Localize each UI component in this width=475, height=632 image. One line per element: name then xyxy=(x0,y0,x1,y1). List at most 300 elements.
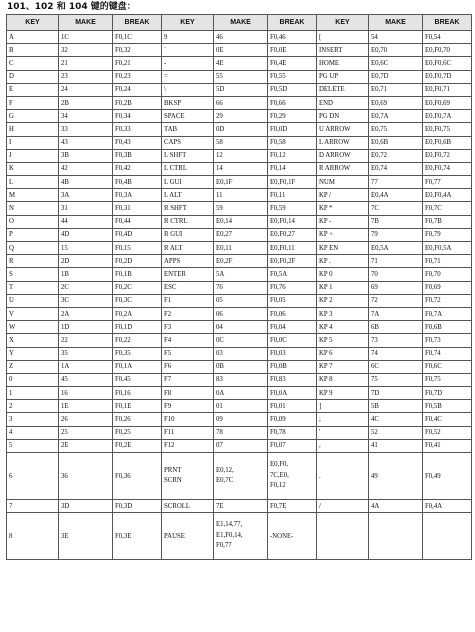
cell-make-3: 7D xyxy=(369,387,423,400)
cell-key-2: PAUSE xyxy=(162,513,214,560)
cell-make-2: 04 xyxy=(214,321,268,334)
cell-key-1: Z xyxy=(7,360,59,373)
cell-make-1: 25 xyxy=(59,426,113,439)
cell-break-2: F0,83 xyxy=(268,373,317,386)
cell-break-3: E0,F0,7A xyxy=(423,110,472,123)
cell-make-1: 2B xyxy=(59,96,113,109)
cell-make-2: 11 xyxy=(214,189,268,202)
cell-line: E0,12, xyxy=(216,466,234,474)
cell-break-2: F0,5D xyxy=(268,83,317,96)
cell-make-3: E0,74 xyxy=(369,162,423,175)
cell-break-2: F0,04 xyxy=(268,321,317,334)
cell-make-2: 7E xyxy=(214,500,268,513)
cell-make-2: 12 xyxy=(214,149,268,162)
table-row xyxy=(7,44,472,57)
cell-make-1: 3B xyxy=(59,149,113,162)
cell-break-3: F0,7A xyxy=(423,307,472,320)
cell-make-3: 4C xyxy=(369,413,423,426)
cell-make-1: 2D xyxy=(59,255,113,268)
cell-key-2: BKSP xyxy=(162,96,214,109)
cell-break-1: F0,4D xyxy=(113,228,162,241)
cell-key-1: O xyxy=(7,215,59,228)
cell-make-2: 83 xyxy=(214,373,268,386)
cell-break-1: F0,45 xyxy=(113,373,162,386)
cell-key-1: 5 xyxy=(7,439,59,452)
cell-make-1: 1D xyxy=(59,321,113,334)
cell-key-1: D xyxy=(7,70,59,83)
table-row xyxy=(7,307,472,320)
cell-make-2: 5D xyxy=(214,83,268,96)
cell-break-1: F0,43 xyxy=(113,136,162,149)
cell-key-3: KP / xyxy=(317,189,369,202)
cell-key-2: TAB xyxy=(162,123,214,136)
cell-key-3: END xyxy=(317,96,369,109)
cell-make-1: 2C xyxy=(59,281,113,294)
cell-break-3 xyxy=(423,513,472,560)
cell-make-1: 1C xyxy=(59,31,113,44)
cell-break-2: E0,F0,2F xyxy=(268,255,317,268)
cell-make-1: 26 xyxy=(59,413,113,426)
table-row xyxy=(7,360,472,373)
cell-make-3: 54 xyxy=(369,31,423,44)
cell-break-2: F0,55 xyxy=(268,70,317,83)
cell-key-2: F3 xyxy=(162,321,214,334)
cell-break-3: F0,6B xyxy=(423,321,472,334)
cell-key-1: P xyxy=(7,228,59,241)
cell-break-3: F0,79 xyxy=(423,228,472,241)
cell-key-1: E xyxy=(7,83,59,96)
cell-make-1: 2E xyxy=(59,439,113,452)
cell-break-1: F0,25 xyxy=(113,426,162,439)
cell-make-1: 3E xyxy=(59,513,113,560)
cell-key-1: B xyxy=(7,44,59,57)
cell-key-2 xyxy=(162,453,214,500)
cell-break-3: E0,F0,72 xyxy=(423,149,472,162)
cell-key-3: KP 8 xyxy=(317,373,369,386)
cell-make-2: 78 xyxy=(214,426,268,439)
cell-key-3: . xyxy=(317,453,369,500)
cell-make-3: 41 xyxy=(369,439,423,452)
cell-key-2: F6 xyxy=(162,360,214,373)
cell-break-2: F0,0D xyxy=(268,123,317,136)
cell-make-3: 6C xyxy=(369,360,423,373)
cell-break-3: E0,F0,5A xyxy=(423,242,472,255)
cell-make-3: 77 xyxy=(369,176,423,189)
cell-make-3: 6B xyxy=(369,321,423,334)
cell-break-2: F0,29 xyxy=(268,110,317,123)
cell-make-2: 0E xyxy=(214,44,268,57)
cell-break-3: E0,F0,75 xyxy=(423,123,472,136)
cell-break-3: F0,54 xyxy=(423,31,472,44)
cell-key-1: T xyxy=(7,281,59,294)
cell-key-1: N xyxy=(7,202,59,215)
cell-key-2: R GUI xyxy=(162,228,214,241)
table-row xyxy=(7,439,472,452)
table-row xyxy=(7,110,472,123)
cell-break-3: E0,F0,74 xyxy=(423,162,472,175)
cell-key-2: L GUI xyxy=(162,176,214,189)
cell-key-3: ; xyxy=(317,413,369,426)
cell-make-1: 4D xyxy=(59,228,113,241)
cell-key-2: F12 xyxy=(162,439,214,452)
cell-break-2: F0,59 xyxy=(268,202,317,215)
cell-break-2: F0,0E xyxy=(268,44,317,57)
cell-make-3: E0,4A xyxy=(369,189,423,202)
cell-key-3: KP 5 xyxy=(317,334,369,347)
header-row xyxy=(7,15,472,31)
cell-make-3: 4A xyxy=(369,500,423,513)
cell-break-3: F0,5B xyxy=(423,400,472,413)
cell-break-3: E0,F0,69 xyxy=(423,96,472,109)
cell-make-1: 21 xyxy=(59,57,113,70)
cell-break-3: F0,41 xyxy=(423,439,472,452)
cell-key-3: R ARROW xyxy=(317,162,369,175)
cell-make-2: 07 xyxy=(214,439,268,452)
cell-make-1: 45 xyxy=(59,373,113,386)
cell-break-2: -NONE- xyxy=(268,513,317,560)
table-row xyxy=(7,347,472,360)
table-row xyxy=(7,500,472,513)
table-row xyxy=(7,123,472,136)
cell-key-3: U ARROW xyxy=(317,123,369,136)
cell-make-3: E0,75 xyxy=(369,123,423,136)
cell-key-2: = xyxy=(162,70,214,83)
cell-break-2: F0,76 xyxy=(268,281,317,294)
cell-make-3: 70 xyxy=(369,268,423,281)
cell-break-2: F0,0B xyxy=(268,360,317,373)
cell-make-1: 31 xyxy=(59,202,113,215)
cell-key-3: PG UP xyxy=(317,70,369,83)
table-row xyxy=(7,453,472,500)
cell-key-3: , xyxy=(317,439,369,452)
cell-break-1: F0,31 xyxy=(113,202,162,215)
cell-key-2: F5 xyxy=(162,347,214,360)
cell-break-1: F0,22 xyxy=(113,334,162,347)
cell-make-3: 75 xyxy=(369,373,423,386)
cell-make-1: 3C xyxy=(59,294,113,307)
cell-break-2: E0,F0,27 xyxy=(268,228,317,241)
cell-make-3: 52 xyxy=(369,426,423,439)
cell-break-1: F0,2B xyxy=(113,96,162,109)
cell-make-2: E0,1F xyxy=(214,176,268,189)
cell-make-1: 44 xyxy=(59,215,113,228)
cell-key-2: R CTRL xyxy=(162,215,214,228)
cell-key-1: A xyxy=(7,31,59,44)
cell-make-1: 4B xyxy=(59,176,113,189)
table-body xyxy=(7,31,472,560)
cell-key-3: DELETE xyxy=(317,83,369,96)
cell-break-3: F0,69 xyxy=(423,281,472,294)
cell-break-2: F0,66 xyxy=(268,96,317,109)
cell-break-2: F0,0C xyxy=(268,334,317,347)
cell-line: PRNT xyxy=(164,466,182,474)
cell-key-3: KP 2 xyxy=(317,294,369,307)
cell-break-3: E0,F0,71 xyxy=(423,83,472,96)
table-row xyxy=(7,83,472,96)
table-row xyxy=(7,321,472,334)
cell-key-2: ENTER xyxy=(162,268,214,281)
cell-line: SCRN xyxy=(164,477,182,484)
cell-key-2: F11 xyxy=(162,426,214,439)
cell-break-2: F0,14 xyxy=(268,162,317,175)
cell-key-2: F7 xyxy=(162,373,214,386)
cell-key-1: Q xyxy=(7,242,59,255)
cell-key-3: KP 6 xyxy=(317,347,369,360)
cell-make-3: 7C xyxy=(369,202,423,215)
cell-make-2 xyxy=(214,513,268,560)
header-break-2: BREAK xyxy=(268,15,317,31)
cell-break-1: F0,1A xyxy=(113,360,162,373)
cell-make-1: 22 xyxy=(59,334,113,347)
cell-make-1: 33 xyxy=(59,123,113,136)
cell-key-2: 9 xyxy=(162,31,214,44)
cell-key-1: V xyxy=(7,307,59,320)
cell-break-3: E0,F0,4A xyxy=(423,189,472,202)
cell-key-2: APPS xyxy=(162,255,214,268)
header-make-3: MAKE xyxy=(369,15,423,31)
cell-break-1: F0,1D xyxy=(113,321,162,334)
cell-make-1: 15 xyxy=(59,242,113,255)
cell-key-3 xyxy=(317,513,369,560)
cell-make-1: 32 xyxy=(59,44,113,57)
cell-key-3: ] xyxy=(317,400,369,413)
cell-make-3: E0,71 xyxy=(369,83,423,96)
cell-key-3: KP 3 xyxy=(317,307,369,320)
cell-break-2: F0,06 xyxy=(268,307,317,320)
cell-break-1: F0,2A xyxy=(113,307,162,320)
cell-key-1: 0 xyxy=(7,373,59,386)
table-row xyxy=(7,70,472,83)
table-row xyxy=(7,400,472,413)
cell-line: E1,F0,14, xyxy=(216,531,243,539)
cell-break-3: F0,74 xyxy=(423,347,472,360)
table-row xyxy=(7,31,472,44)
cell-key-3: NUM xyxy=(317,176,369,189)
header-key-2: KEY xyxy=(162,15,214,31)
table-row xyxy=(7,57,472,70)
cell-key-3: ' xyxy=(317,426,369,439)
cell-make-2: 05 xyxy=(214,294,268,307)
cell-make-3: 73 xyxy=(369,334,423,347)
table-row xyxy=(7,426,472,439)
cell-break-1: F0,1C xyxy=(113,31,162,44)
table-row xyxy=(7,149,472,162)
cell-break-2: F0,05 xyxy=(268,294,317,307)
cell-key-2: - xyxy=(162,57,214,70)
cell-break-3: E0,F0,6B xyxy=(423,136,472,149)
cell-make-3: 49 xyxy=(369,453,423,500)
table-row xyxy=(7,334,472,347)
cell-break-2: F0,09 xyxy=(268,413,317,426)
cell-make-3: 7B xyxy=(369,215,423,228)
cell-break-3: F0,77 xyxy=(423,176,472,189)
table-row xyxy=(7,255,472,268)
cell-break-1: F0,3E xyxy=(113,513,162,560)
cell-break-3: F0,75 xyxy=(423,373,472,386)
cell-key-2: L ALT xyxy=(162,189,214,202)
table-row xyxy=(7,176,472,189)
cell-key-1: R xyxy=(7,255,59,268)
cell-make-1: 36 xyxy=(59,453,113,500)
cell-key-3: KP + xyxy=(317,228,369,241)
cell-key-1: G xyxy=(7,110,59,123)
header-key-3: KEY xyxy=(317,15,369,31)
cell-key-1: H xyxy=(7,123,59,136)
cell-break-1: F0,32 xyxy=(113,44,162,57)
cell-line: 7C,E0, xyxy=(270,471,289,479)
cell-make-3: E0,72 xyxy=(369,149,423,162)
cell-make-2: 0A xyxy=(214,387,268,400)
cell-key-2: F10 xyxy=(162,413,214,426)
cell-make-1: 42 xyxy=(59,162,113,175)
cell-make-3: 5B xyxy=(369,400,423,413)
cell-break-1: F0,3D xyxy=(113,500,162,513)
cell-make-3: 7A xyxy=(369,307,423,320)
cell-key-2: R SHFT xyxy=(162,202,214,215)
cell-break-3: F0,6C xyxy=(423,360,472,373)
cell-make-2: 09 xyxy=(214,413,268,426)
cell-key-1: 8 xyxy=(7,513,59,560)
cell-key-3: L ARROW xyxy=(317,136,369,149)
cell-break-1: F0,23 xyxy=(113,70,162,83)
table-row xyxy=(7,281,472,294)
cell-break-1: F0,44 xyxy=(113,215,162,228)
table-row xyxy=(7,387,472,400)
cell-break-2: F0,07 xyxy=(268,439,317,452)
cell-break-1: F0,35 xyxy=(113,347,162,360)
cell-break-1: F0,15 xyxy=(113,242,162,255)
cell-key-1: C xyxy=(7,57,59,70)
cell-break-1: F0,36 xyxy=(113,453,162,500)
cell-make-1: 16 xyxy=(59,387,113,400)
cell-key-3: PG DN xyxy=(317,110,369,123)
cell-key-1: 3 xyxy=(7,413,59,426)
cell-key-2: F2 xyxy=(162,307,214,320)
table-row xyxy=(7,228,472,241)
cell-key-2: F9 xyxy=(162,400,214,413)
cell-break-3: F0,70 xyxy=(423,268,472,281)
cell-make-2: E0,27 xyxy=(214,228,268,241)
cell-make-2: 4E xyxy=(214,57,268,70)
cell-key-1: 6 xyxy=(7,453,59,500)
cell-make-2: 0B xyxy=(214,360,268,373)
table-row xyxy=(7,215,472,228)
cell-break-1: F0,1B xyxy=(113,268,162,281)
cell-key-1: K xyxy=(7,162,59,175)
cell-break-2: F0,0A xyxy=(268,387,317,400)
cell-key-2: SCROLL xyxy=(162,500,214,513)
cell-break-2: E0,F0,14 xyxy=(268,215,317,228)
cell-make-2 xyxy=(214,453,268,500)
cell-make-1: 1E xyxy=(59,400,113,413)
cell-make-3: E0,69 xyxy=(369,96,423,109)
cell-break-1: F0,33 xyxy=(113,123,162,136)
cell-break-3: F0,49 xyxy=(423,453,472,500)
cell-key-3: D ARROW xyxy=(317,149,369,162)
cell-make-2: 03 xyxy=(214,347,268,360)
cell-make-3: E0,6B xyxy=(369,136,423,149)
cell-make-3: E0,5A xyxy=(369,242,423,255)
cell-key-3: HOME xyxy=(317,57,369,70)
cell-make-3: E0,70 xyxy=(369,44,423,57)
cell-key-2: ESC xyxy=(162,281,214,294)
cell-key-2: L CTRL xyxy=(162,162,214,175)
cell-key-1: X xyxy=(7,334,59,347)
cell-make-2: 59 xyxy=(214,202,268,215)
cell-break-3: F0,7D xyxy=(423,387,472,400)
header-break-1: BREAK xyxy=(113,15,162,31)
cell-break-2: F0,12 xyxy=(268,149,317,162)
cell-line: E0,7C xyxy=(216,477,234,484)
cell-make-1: 24 xyxy=(59,83,113,96)
cell-key-1: 2 xyxy=(7,400,59,413)
cell-make-2: E0,14 xyxy=(214,215,268,228)
cell-key-3: KP 4 xyxy=(317,321,369,334)
cell-key-3: KP EN xyxy=(317,242,369,255)
cell-break-2: F0,5A xyxy=(268,268,317,281)
cell-line: E0,F0, xyxy=(270,461,289,469)
cell-break-1: F0,34 xyxy=(113,110,162,123)
cell-make-1: 2A xyxy=(59,307,113,320)
cell-key-2: \ xyxy=(162,83,214,96)
header-make-2: MAKE xyxy=(214,15,268,31)
cell-key-2: SPACE xyxy=(162,110,214,123)
cell-make-2: 55 xyxy=(214,70,268,83)
cell-break-1: F0,24 xyxy=(113,83,162,96)
cell-break-3: E0,F0,7D xyxy=(423,70,472,83)
cell-make-1: 43 xyxy=(59,136,113,149)
cell-key-3: KP - xyxy=(317,215,369,228)
cell-break-1: F0,26 xyxy=(113,413,162,426)
cell-key-3: KP . xyxy=(317,255,369,268)
cell-key-1: F xyxy=(7,96,59,109)
cell-break-2: F0,46 xyxy=(268,31,317,44)
cell-make-3: 74 xyxy=(369,347,423,360)
cell-key-1: 4 xyxy=(7,426,59,439)
cell-break-2: F0,58 xyxy=(268,136,317,149)
cell-break-3: F0,52 xyxy=(423,426,472,439)
header-make-1: MAKE xyxy=(59,15,113,31)
scancode-table xyxy=(6,14,472,560)
table-row xyxy=(7,294,472,307)
cell-make-3: 69 xyxy=(369,281,423,294)
cell-make-2: 29 xyxy=(214,110,268,123)
cell-line: F0,12 xyxy=(270,482,286,490)
cell-make-2: 01 xyxy=(214,400,268,413)
cell-make-2: 58 xyxy=(214,136,268,149)
cell-make-2: E0,11 xyxy=(214,242,268,255)
table-row xyxy=(7,202,472,215)
cell-break-2: F0,01 xyxy=(268,400,317,413)
cell-break-2: E0,F0,1F xyxy=(268,176,317,189)
cell-break-3: F0,7C xyxy=(423,202,472,215)
cell-key-1: W xyxy=(7,321,59,334)
cell-make-2: 76 xyxy=(214,281,268,294)
cell-make-3: E0,6C xyxy=(369,57,423,70)
cell-key-1: L xyxy=(7,176,59,189)
cell-key-2: F1 xyxy=(162,294,214,307)
cell-make-2: E0,2F xyxy=(214,255,268,268)
cell-break-3: E0,F0,6C xyxy=(423,57,472,70)
cell-break-1: F0,2C xyxy=(113,281,162,294)
cell-break-1: F0,3B xyxy=(113,149,162,162)
table-row xyxy=(7,413,472,426)
cell-break-3: E0,F0,70 xyxy=(423,44,472,57)
cell-break-2: F0,78 xyxy=(268,426,317,439)
cell-make-3: E0,7A xyxy=(369,110,423,123)
table-row xyxy=(7,268,472,281)
cell-key-2: F8 xyxy=(162,387,214,400)
